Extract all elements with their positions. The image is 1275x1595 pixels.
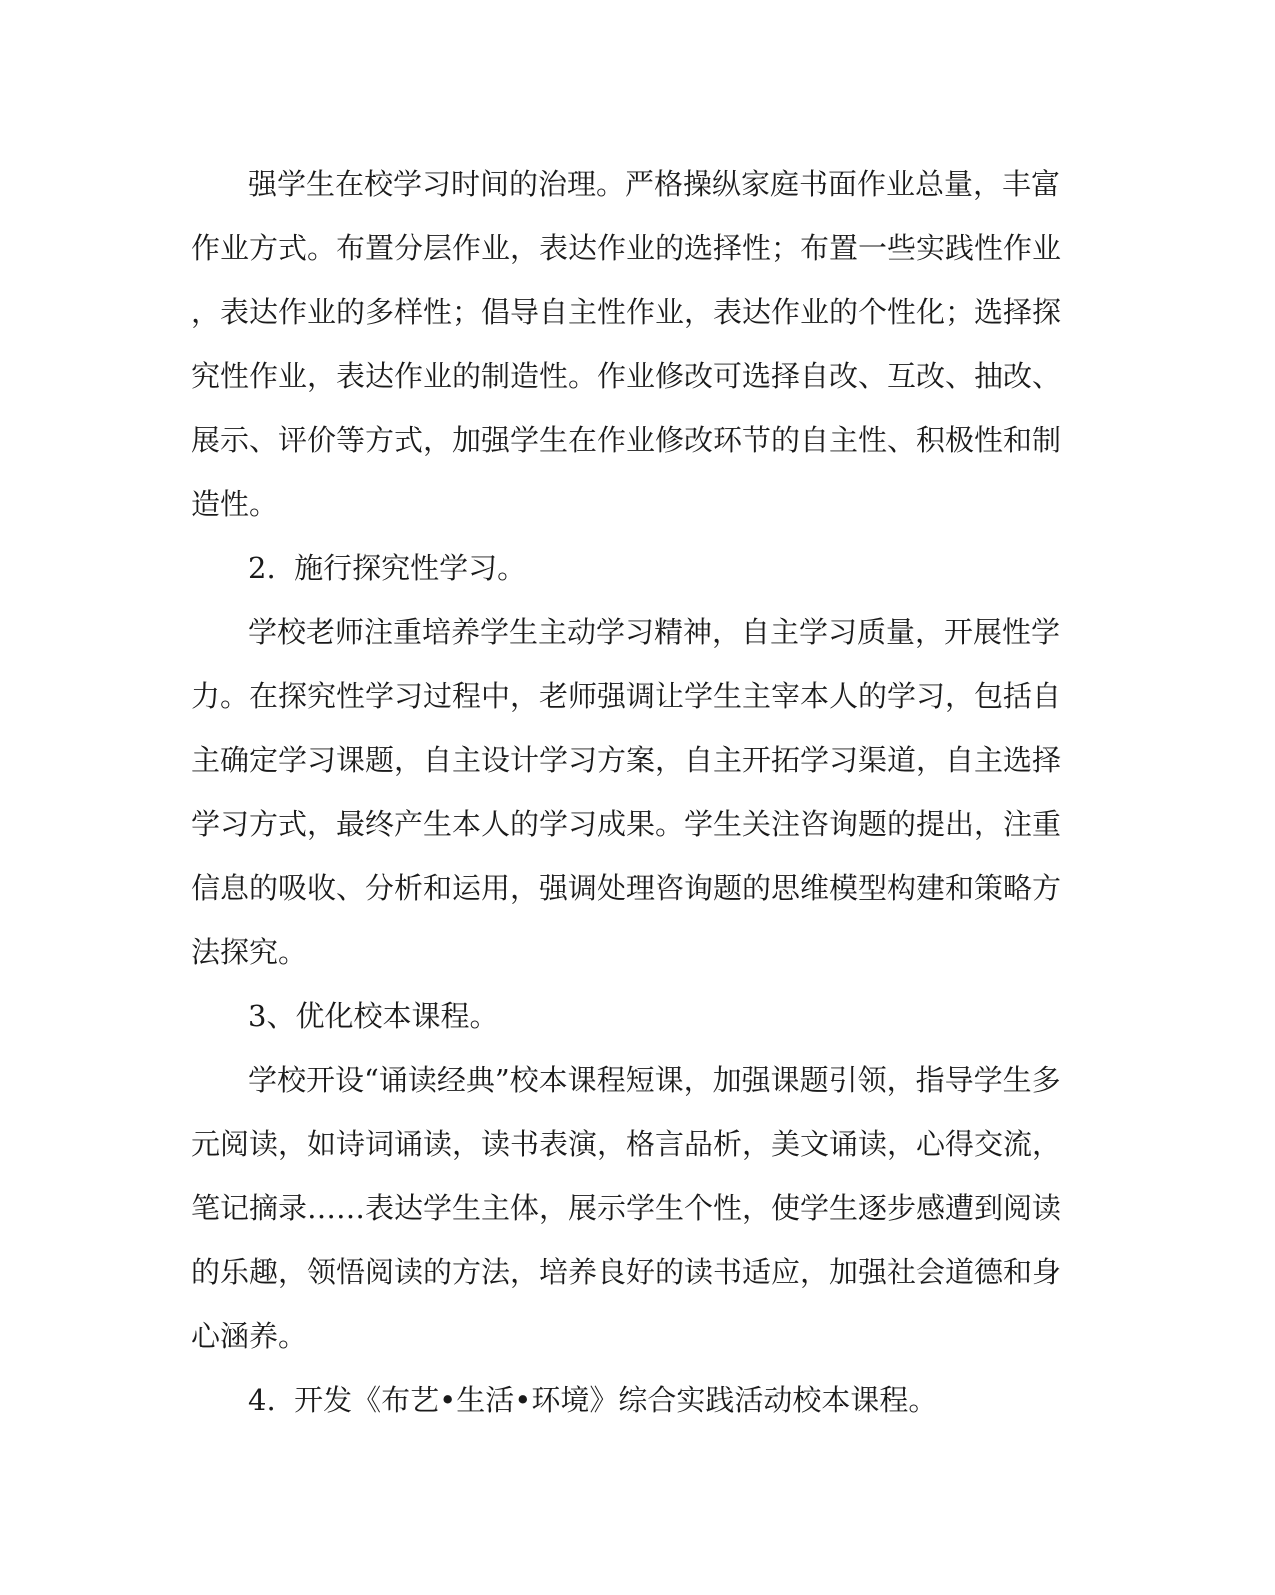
section-heading: 4. 开发《布艺•生活•环境》综合实践活动校本课程。 bbox=[248, 1383, 938, 1417]
paragraph-line: 学校老师注重培养学生主动学习精神，自主学习质量，开展性学 bbox=[248, 615, 1061, 649]
paragraph-line: 强学生在校学习时间的治理。严格操纵家庭书面作业总量，丰富 bbox=[248, 167, 1061, 201]
section-heading: 2. 施行探究性学习。 bbox=[248, 551, 527, 585]
paragraph-line: 力。在探究性学习过程中，老师强调让学生主宰本人的学习，包括自 bbox=[191, 679, 1062, 713]
paragraph-line: 展示、评价等方式，加强学生在作业修改环节的自主性、积极性和制 bbox=[191, 423, 1062, 457]
paragraph-line: 作业方式。布置分层作业，表达作业的选择性；布置一些实践性作业 bbox=[191, 231, 1062, 265]
paragraph-line: 学校开设“诵读经典”校本课程短课，加强课题引领，指导学生多 bbox=[248, 1063, 1061, 1097]
paragraph-line: ，表达作业的多样性；倡导自主性作业，表达作业的个性化；选择探 bbox=[191, 295, 1062, 329]
section-heading: 3、优化校本课程。 bbox=[248, 999, 499, 1033]
paragraph-line: 笔记摘录……表达学生主体，展示学生个性，使学生逐步感遭到阅读 bbox=[191, 1191, 1062, 1225]
paragraph-line: 究性作业，表达作业的制造性。作业修改可选择自改、互改、抽改、 bbox=[191, 359, 1062, 393]
paragraph-line: 学习方式，最终产生本人的学习成果。学生关注咨询题的提出，注重 bbox=[191, 807, 1062, 841]
paragraph-line: 信息的吸收、分析和运用，强调处理咨询题的思维模型构建和策略方 bbox=[191, 871, 1062, 905]
paragraph-line: 造性。 bbox=[191, 487, 279, 521]
paragraph-line: 心涵养。 bbox=[191, 1319, 308, 1353]
paragraph-line: 的乐趣，领悟阅读的方法，培养良好的读书适应，加强社会道德和身 bbox=[191, 1255, 1062, 1289]
paragraph-line: 法探究。 bbox=[191, 935, 308, 969]
paragraph-line: 主确定学习课题，自主设计学习方案，自主开拓学习渠道，自主选择 bbox=[191, 743, 1062, 777]
paragraph-line: 元阅读，如诗词诵读，读书表演，格言品析，美文诵读，心得交流， bbox=[191, 1127, 1062, 1161]
